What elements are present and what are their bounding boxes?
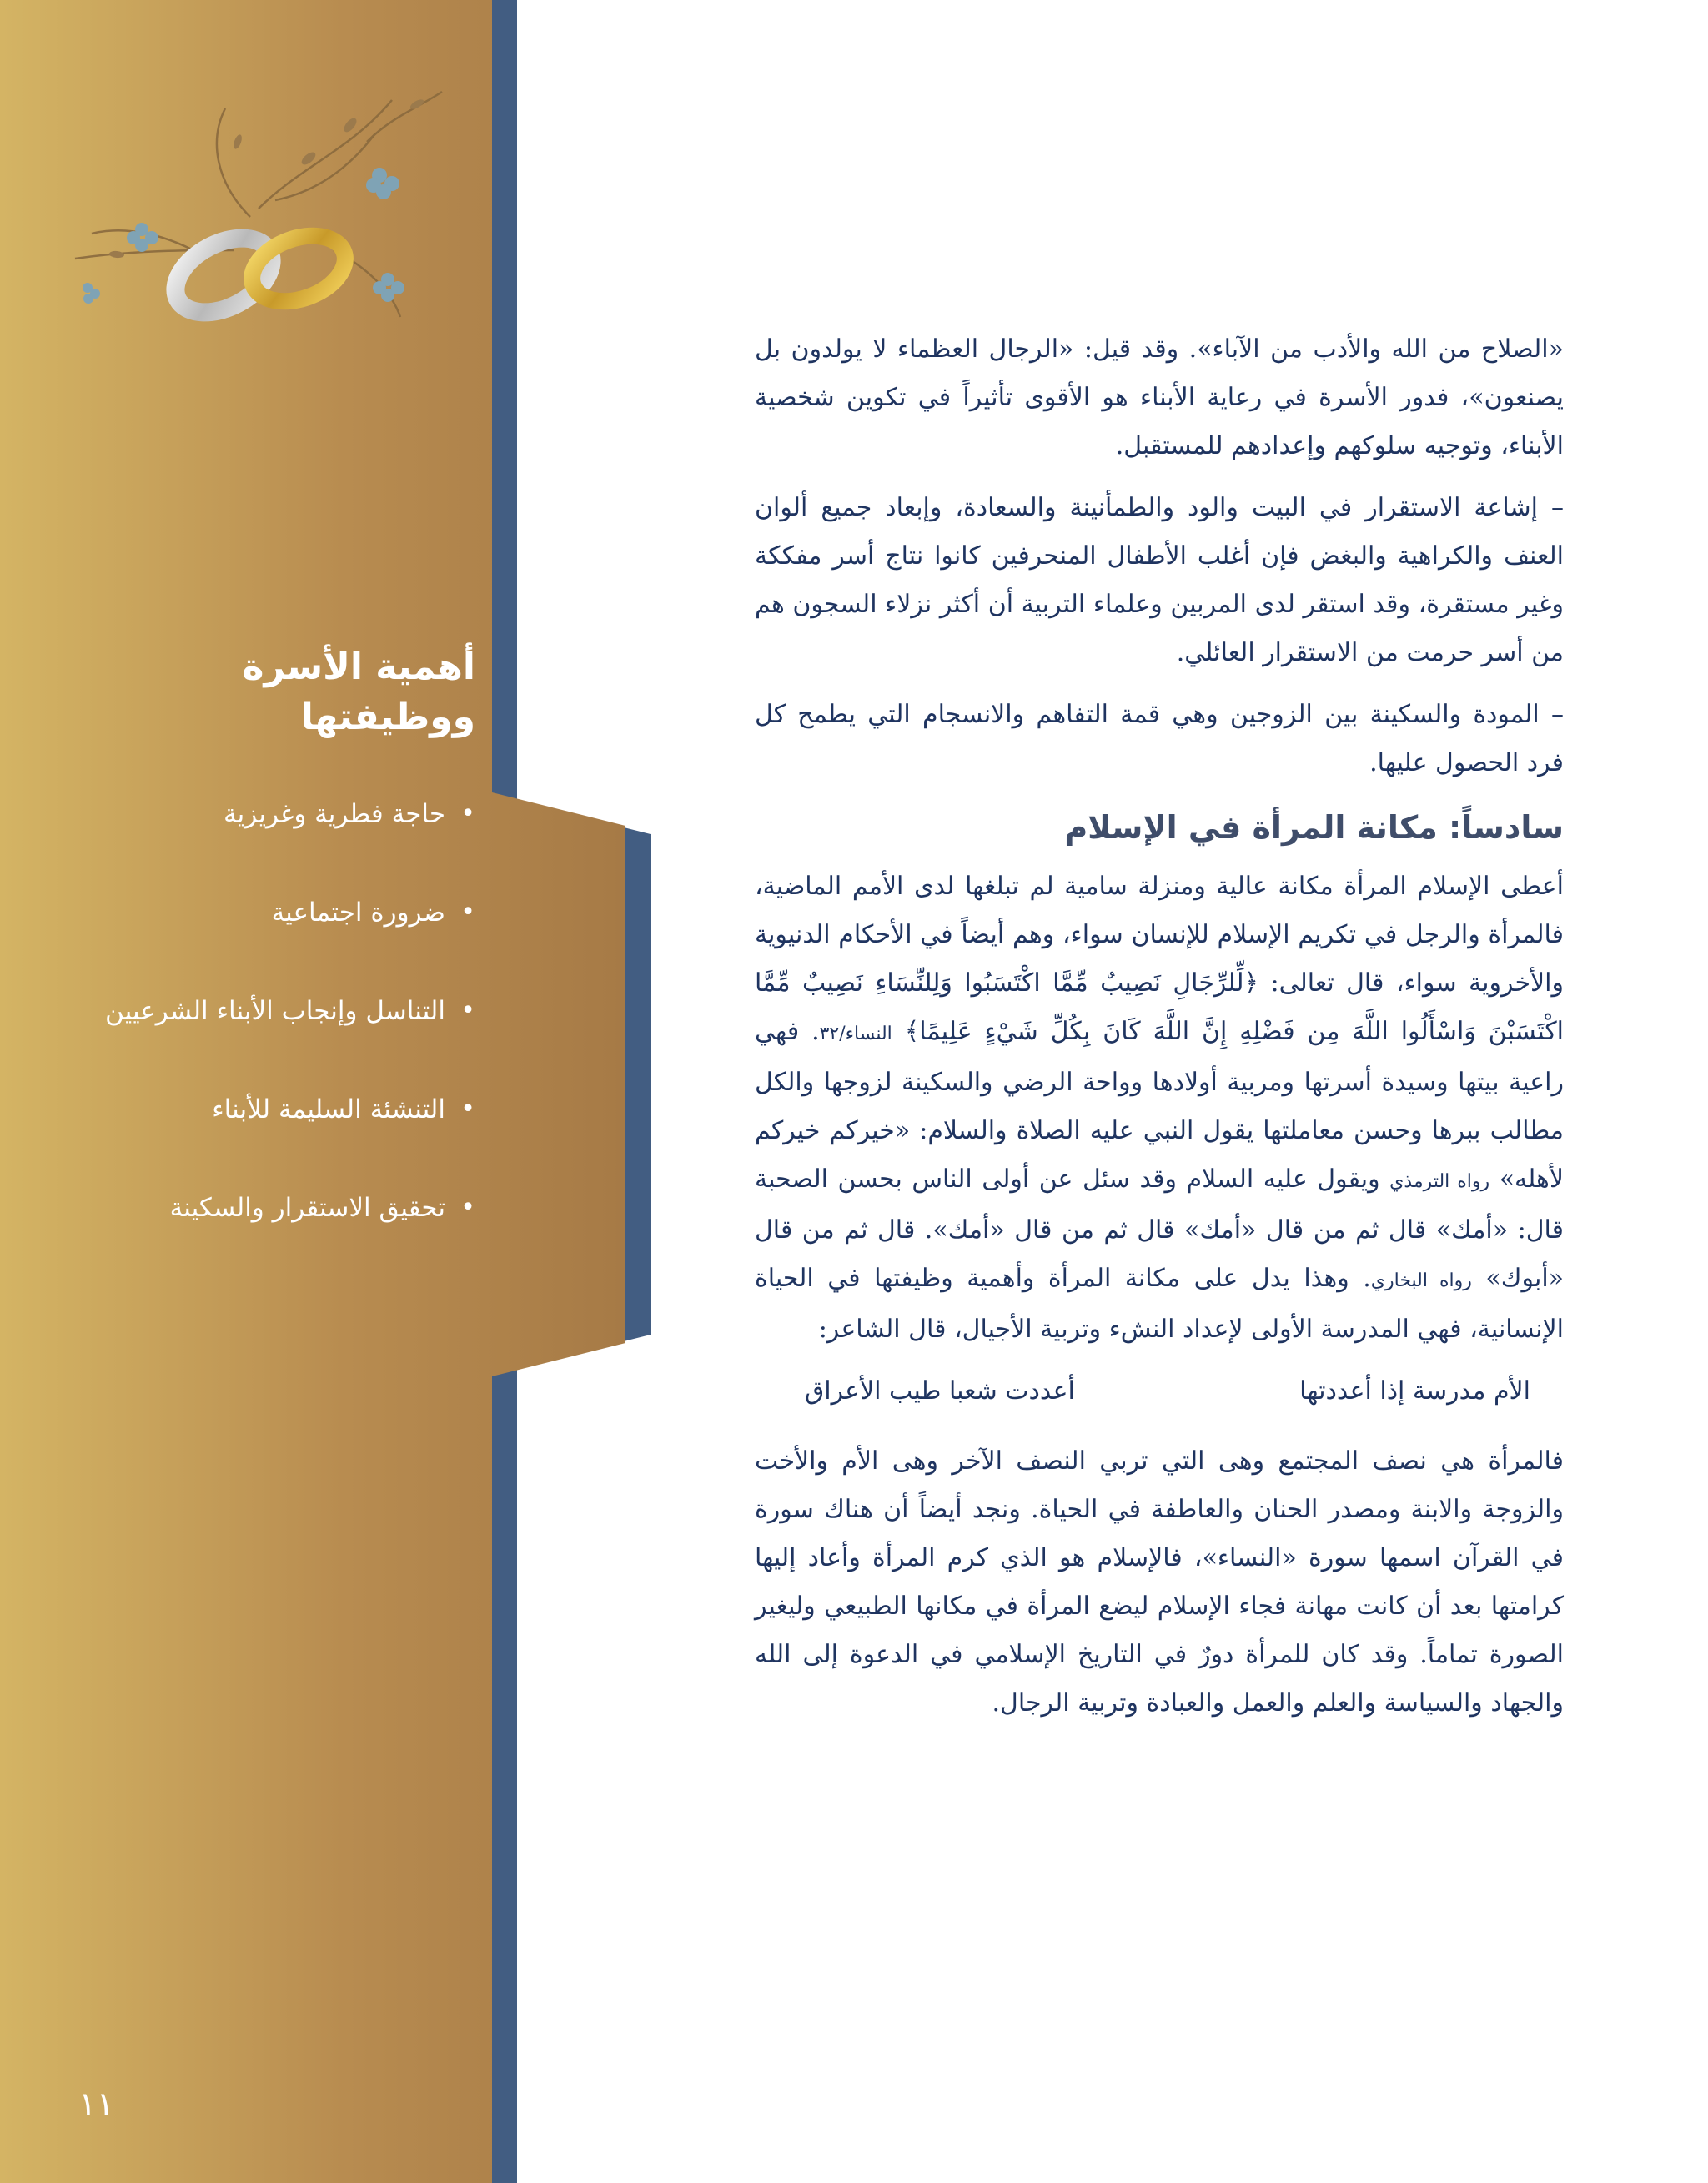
paragraph: – المودة والسكينة بين الزوجين وهي قمة التفاهم والانسجام التي يطمح كل فرد الحصول عليها.	[755, 700, 1564, 777]
citation: النساء/٣٢	[819, 1024, 892, 1044]
sidebar-list-item	[67, 1086, 475, 1133]
section-heading: سادساً: مكانة المرأة في الإسلام	[1064, 809, 1564, 846]
paragraph: فالمرأة هي نصف المجتمع وهى التي تربي النصف الآخر وهى الأم والأخت والزوجة والابنة ومصدر الحنان والعاطفة في الحياة. ونجد أيضاً أن هناك سورة في القرآن اسمها سورة «النساء»، فالإسلام هو الذي كرم المرأة وأعاد إليها كرامتها بعد أن كانت مهانة فجاء الإسلام ليضع المرأة في مكانها الطبيعي وليغير الصورة تماماً. وقد كان للمرأة دورٌ في التاريخ الإسلامي في الدعوة إلى الله والجهاد والسياسة والعلم والعمل والعبادة وتربية الرجال.	[755, 1446, 1564, 1718]
sidebar-list	[67, 791, 475, 1231]
sidebar-list-item-label: التنشئة السليمة للأبناء	[212, 1094, 445, 1124]
paragraph-text: . فهي راعية بيتها وسيدة أسرتها ومربية أولادها وواحة الرضي والسكينة لزوجها والكل مطالب ببرها وحسن معاملتها يقول النبي عليه الصلاة والسلام: «خيركم خيركم لأهله»	[755, 1017, 1564, 1194]
sidebar-list-item	[67, 988, 475, 1034]
paragraph: – إشاعة الاستقرار في البيت والود والطمأنينة والسعادة، وإبعاد جميع ألوان العنف والكراهية والبغض فإن أغلب الأطفال المنحرفين كانوا نتاج أسر مفككة وغير مستقرة، وقد استقر لدى المربين وعلماء التربية أن أكثر نزلاء السجون هم من أسر حرمت من الاستقرار العائلي.	[755, 493, 1564, 667]
bullet-icon: •	[460, 1193, 475, 1222]
paragraph	[755, 863, 1564, 1354]
main-content	[755, 325, 1564, 1741]
bullet-icon: •	[460, 898, 475, 927]
sidebar-list-item	[67, 1185, 475, 1231]
sidebar-list-item	[67, 889, 475, 936]
sidebar-summary	[67, 642, 475, 1283]
paragraph-text: . وهذا يدل على مكانة المرأة وأهمية وظيفتها في الحياة الإنسانية، فهي المدرسة الأولى لإعداد النشء وتربية الأجيال، قال الشاعر:	[755, 1264, 1564, 1344]
poem-verse	[755, 1367, 1564, 1416]
bullet-icon: •	[460, 1094, 475, 1124]
page-number: ١١	[78, 2085, 114, 2124]
sidebar-list-item-label: حاجة فطرية وغريزية	[224, 799, 445, 829]
sidebar-title: أهمية الأسرة ووظيفتها	[242, 646, 475, 738]
paragraph: «الصلاح من الله والأدب من الآباء». وقد قيل: «الرجال العظماء لا يولدون بل يصنعون»، فدور الأسرة في رعاية الأبناء هو الأقوى تأثيراً في تكوين شخصية الأبناء، وتوجيه سلوكهم وإعدادهم للمستقبل.	[755, 334, 1564, 460]
verse-second-hemistich: أعددت شعبا طيب الأعراق	[805, 1376, 1075, 1406]
sidebar-list-item-label: ضرورة اجتماعية	[271, 898, 445, 928]
sidebar-list-item-label: التناسل وإنجاب الأبناء الشرعيين	[105, 996, 445, 1026]
paragraph-text: ويقول عليه السلام وقد سئل عن أولى الناس بحسن الصحبة قال: «أمك» قال ثم من قال «أمك» قال ثم من قال «أمك». قال ثم من قال «أبوك»	[755, 1164, 1565, 1293]
citation: رواه البخاري	[1370, 1270, 1472, 1291]
bullet-icon: •	[460, 996, 475, 1025]
citation: رواه الترمذي	[1389, 1171, 1490, 1192]
bullet-icon: •	[460, 799, 475, 828]
paragraph-text: أعطى الإسلام المرأة مكانة عالية ومنزلة سامية لم تبلغها لدى الأمم الماضية، فالمرأة والرجل في تكريم الإسلام للإنسان سواء، وهم أيضاً في الأحكام الدنيوية والأخروية سواء، قال تعالى: ﴿لِّلرِّجَالِ نَصِيبٌ مِّمَّا اكْتَسَبُوا وَلِلنِّسَاءِ نَصِيبٌ مِّمَّا اكْتَسَبْنَ وَاسْأَلُوا اللَّهَ مِن فَضْلِهِ إِنَّ اللَّهَ كَانَ بِكُلِّ شَيْءٍ عَلِيمًا﴾	[755, 872, 1564, 1046]
sidebar-list-item	[67, 791, 475, 837]
verse-first-hemistich: الأم مدرسة إذا أعددتها	[1299, 1376, 1530, 1406]
sidebar-list-item-label: تحقيق الاستقرار والسكينة	[169, 1193, 445, 1223]
